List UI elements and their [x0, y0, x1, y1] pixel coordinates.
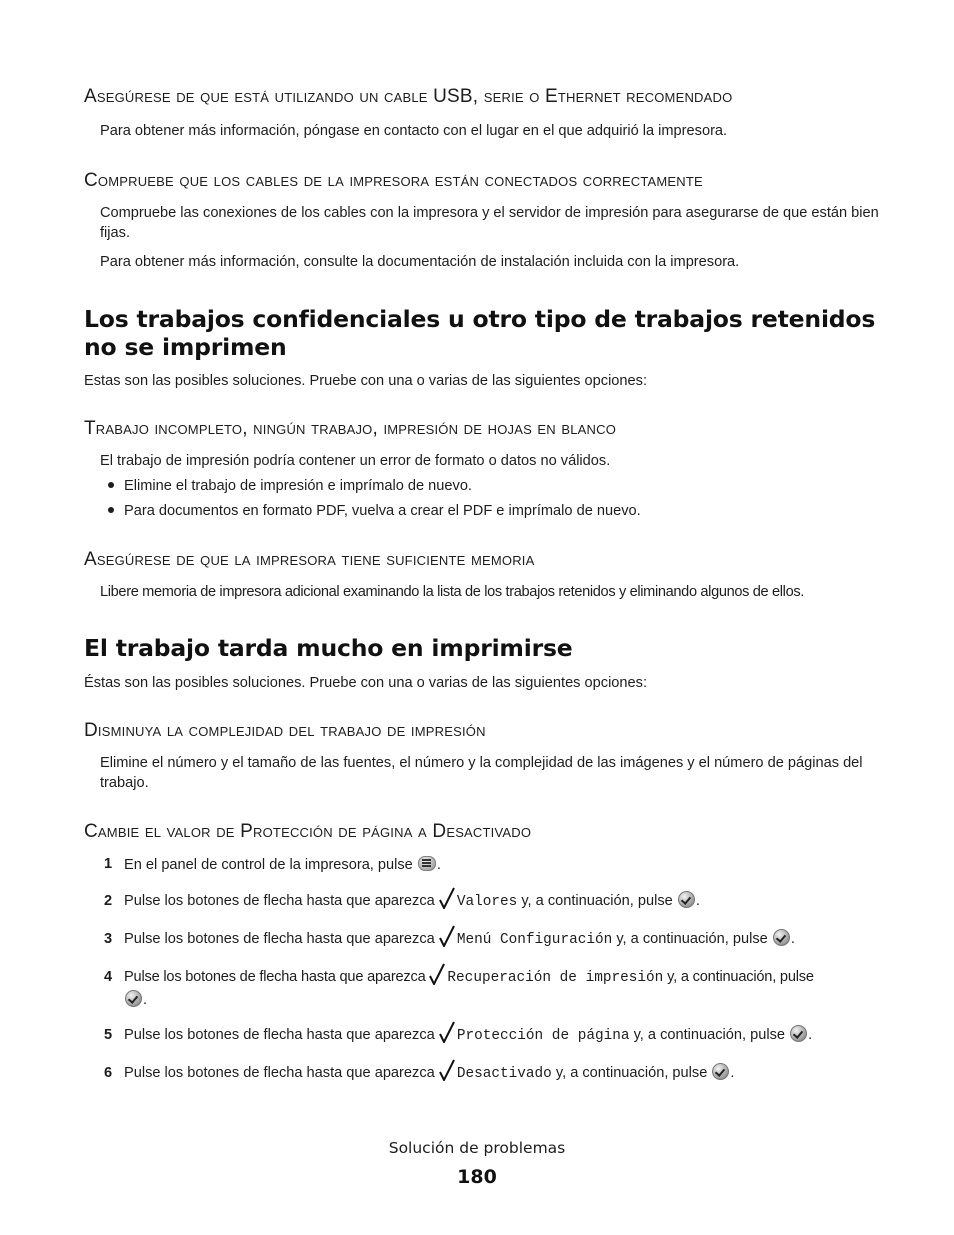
- step-text: y, a continuación, pulse: [521, 893, 673, 909]
- step-text: Pulse los botones de flecha hasta que aparezca: [124, 969, 426, 985]
- section-heading-incomplete: Trabajo incompleto, ningún trabajo, impresión de hojas en blanco: [84, 418, 617, 439]
- step-5-text: Pulse los botones de flecha hasta que aparezca Protección de página y, a continuación, pulse .: [124, 1020, 812, 1051]
- checkmark-icon: [439, 887, 455, 909]
- section-heading-cables: Compruebe que los cables de la impresora están conectados correctamente: [84, 170, 703, 191]
- step-6-text: Pulse los botones de flecha hasta que aparezca Desactivado y, a continuación, pulse .: [124, 1058, 734, 1089]
- slow-intro: Éstas son las posibles soluciones. Pruebe con una o varias de las siguientes opciones:: [84, 675, 648, 691]
- section-heading-usb: Asegúrese de que está utilizando un cable USB, serie o Ethernet recomendado: [84, 86, 733, 107]
- menu-value: Menú Configuración: [456, 932, 613, 948]
- step-text: Pulse los botones de flecha hasta que aparezca: [124, 1027, 435, 1043]
- step-3-text: Pulse los botones de flecha hasta que aparezca Menú Configuración y, a continuación, pulse .: [124, 924, 795, 955]
- menu-value: Protección de página: [456, 1028, 630, 1044]
- section-heading-memory: Asegúrese de que la impresora tiene suficiente memoria: [84, 549, 535, 570]
- step-6: [104, 1064, 112, 1082]
- step-4-text: [124, 962, 814, 993]
- step-text: y, a continuación, pulse: [616, 931, 768, 947]
- step-1: [104, 855, 112, 873]
- select-button-icon: [125, 990, 142, 1007]
- menu-value: Recuperación de impresión: [447, 970, 664, 986]
- incomplete-text: El trabajo de impresión podría contener un error de formato o datos no válidos.: [100, 453, 611, 469]
- select-button-icon: [790, 1025, 807, 1042]
- cables-text-1: Compruebe las conexiones de los cables con la impresora y el servidor de impresión para asegurarse de que están bien fijas.: [100, 205, 879, 241]
- step-number: 4: [104, 969, 113, 985]
- bullet-item: Elimine el trabajo de impresión e imprímalo de nuevo.: [124, 478, 472, 494]
- select-button-icon: [712, 1063, 729, 1080]
- step-number: 3: [104, 931, 113, 947]
- footer-section-name: Solución de problemas: [388, 1139, 566, 1157]
- step-number: 2: [104, 893, 113, 909]
- confidential-jobs-title: Los trabajos confidenciales u otro tipo de trabajos retenidos no se imprimen: [84, 305, 876, 361]
- bullet-dot: [108, 482, 114, 488]
- menu-button-icon: [418, 856, 436, 871]
- bullet-dot: [108, 507, 114, 513]
- confidential-intro: Estas son las posibles soluciones. Pruebe con una o varias de las siguientes opciones:: [84, 373, 648, 389]
- page-number: 180: [457, 1166, 497, 1188]
- step-number: 1: [104, 856, 113, 872]
- memory-text: Libere memoria de impresora adicional examinando la lista de los trabajos retenidos y eliminando algunos de ellos.: [100, 584, 804, 600]
- bullet-item: Para documentos en formato PDF, vuelva a crear el PDF e imprímalo de nuevo.: [124, 503, 641, 519]
- section-heading-complexity: Disminuya la complejidad del trabajo de impresión: [84, 720, 486, 741]
- step-number: 5: [104, 1027, 113, 1043]
- usb-text: Para obtener más información, póngase en contacto con el lugar en el que adquirió la impresora.: [100, 123, 728, 139]
- select-button-icon: [773, 929, 790, 946]
- checkmark-icon: [429, 963, 445, 985]
- step-text: En el panel de control de la impresora, pulse: [124, 857, 413, 873]
- step-text: y, a continuación, pulse: [633, 1027, 786, 1043]
- step-5: [104, 1026, 112, 1044]
- checkmark-icon: [439, 925, 455, 947]
- step-text: Pulse los botones de flecha hasta que aparezca: [124, 1065, 435, 1081]
- section-heading-page-protect: Cambie el valor de Protección de página a Desactivado: [84, 821, 532, 842]
- step-4: [104, 968, 112, 986]
- step-text: Pulse los botones de flecha hasta que aparezca: [124, 893, 435, 909]
- checkmark-icon: [439, 1021, 455, 1043]
- step-2: [104, 892, 112, 910]
- checkmark-icon: [439, 1059, 455, 1081]
- step-text: Pulse los botones de flecha hasta que aparezca: [124, 931, 435, 947]
- menu-value: Desactivado: [456, 1066, 552, 1082]
- step-end: .: [436, 857, 441, 873]
- step-3: [104, 930, 112, 948]
- cables-text-2: Para obtener más información, consulte la documentación de instalación incluida con la impresora.: [100, 254, 740, 270]
- step-4-cont: .: [124, 990, 147, 1010]
- slow-printing-title: El trabajo tarda mucho en imprimirse: [84, 634, 573, 662]
- select-button-icon: [678, 891, 695, 908]
- step-text: y, a continuación, pulse: [667, 969, 814, 985]
- step-2-text: Pulse los botones de flecha hasta que aparezca Valores y, a continuación, pulse .: [124, 886, 700, 917]
- complexity-text: Elimine el número y el tamaño de las fuentes, el número y la complejidad de las imágenes y el número de páginas del trabajo.: [100, 755, 863, 791]
- menu-value: Valores: [456, 894, 518, 910]
- step-number: 6: [104, 1065, 113, 1081]
- step-text: y, a continuación, pulse: [555, 1065, 708, 1081]
- step-1-text: [124, 855, 441, 875]
